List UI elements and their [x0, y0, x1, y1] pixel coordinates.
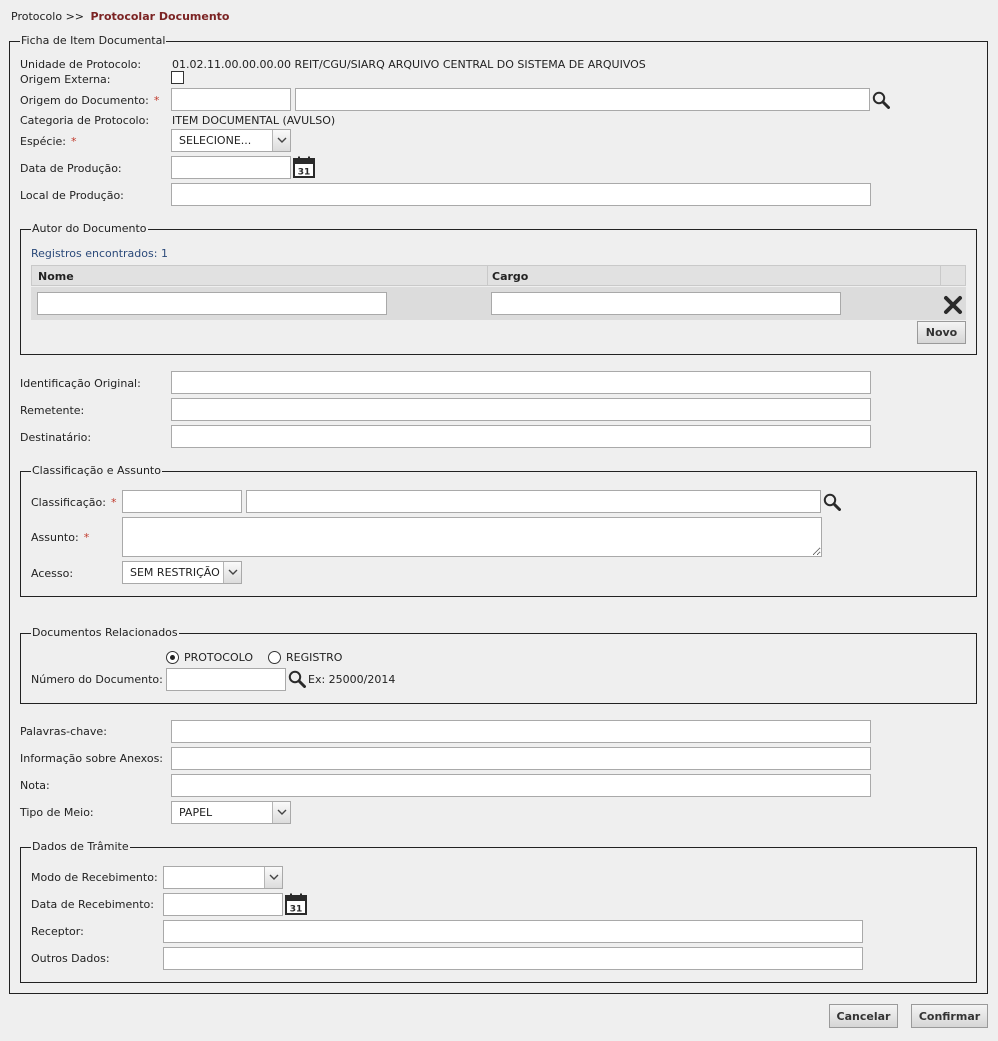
dropdown-arrow-icon	[264, 867, 282, 888]
receptor-input[interactable]	[163, 920, 863, 943]
autor-legend: Autor do Documento	[32, 222, 147, 235]
origem-externa-checkbox[interactable]	[171, 71, 184, 84]
outros-dados-label: Outros Dados:	[31, 952, 110, 965]
breadcrumb	[11, 10, 230, 24]
autor-cargo-input[interactable]	[491, 292, 841, 315]
data-producao-input[interactable]	[171, 156, 291, 179]
radio-protocolo[interactable]	[166, 651, 179, 664]
svg-text:31: 31	[297, 167, 311, 178]
tipo-meio-label: Tipo de Meio:	[20, 806, 94, 819]
local-producao-input[interactable]	[171, 183, 871, 206]
classificacao-legend: Classificação e Assunto	[32, 464, 161, 477]
anexos-label: Informação sobre Anexos:	[20, 752, 164, 765]
origem-documento-name-input[interactable]	[295, 88, 870, 111]
acesso-select-value: SEM RESTRIÇÃO	[130, 566, 220, 579]
novo-autor-button[interactable]: Novo	[917, 321, 966, 344]
dropdown-arrow-icon	[272, 130, 290, 151]
especie-select[interactable]	[171, 129, 291, 152]
breadcrumb-current: Protocolar Documento	[90, 10, 230, 23]
autor-nome-input[interactable]	[37, 292, 387, 315]
remetente-input[interactable]	[171, 398, 871, 421]
remove-x-icon[interactable]	[943, 295, 963, 318]
radio-registro-label: REGISTRO	[286, 651, 343, 664]
classificacao-desc-input[interactable]	[246, 490, 821, 513]
categoria-value: ITEM DOCUMENTAL (AVULSO)	[172, 114, 336, 127]
palavras-chave-label: Palavras-chave:	[20, 725, 107, 738]
col-cargo-header: Cargo	[492, 270, 529, 283]
breadcrumb-root[interactable]: Protocolo	[11, 10, 63, 23]
unidade-label: Unidade de Protocolo:	[20, 58, 142, 71]
receptor-label: Receptor:	[31, 925, 84, 938]
assunto-textarea[interactable]	[122, 517, 822, 557]
origem-documento-label: Origem do Documento: *	[20, 94, 160, 107]
numero-documento-input[interactable]	[166, 668, 286, 691]
data-producao-label: Data de Produção:	[20, 162, 122, 175]
numero-exemplo: Ex: 25000/2014	[308, 673, 396, 686]
origem-externa-label: Origem Externa:	[20, 73, 111, 86]
nota-label: Nota:	[20, 779, 50, 792]
data-recebimento-label: Data de Recebimento:	[31, 898, 154, 911]
remetente-label: Remetente:	[20, 404, 85, 417]
magnifier-icon[interactable]	[872, 91, 890, 112]
origem-documento-code-input[interactable]	[171, 88, 291, 111]
categoria-label: Categoria de Protocolo:	[20, 114, 150, 127]
destinatario-label: Destinatário:	[20, 431, 92, 444]
assunto-label: Assunto: *	[31, 531, 90, 544]
cancel-button[interactable]: Cancelar	[829, 1004, 898, 1028]
anexos-input[interactable]	[171, 747, 871, 770]
modo-recebimento-label: Modo de Recebimento:	[31, 871, 158, 884]
header-divider	[940, 266, 941, 285]
col-nome-header: Nome	[38, 270, 74, 283]
outros-dados-input[interactable]	[163, 947, 863, 970]
registros-count: Registros encontrados: 1	[31, 247, 168, 260]
calendar-icon[interactable]	[293, 156, 315, 181]
calendar-icon[interactable]	[285, 893, 307, 918]
tipo-meio-select-value: PAPEL	[179, 806, 213, 819]
magnifier-icon[interactable]	[823, 493, 841, 514]
tramite-legend: Dados de Trâmite	[32, 840, 129, 853]
classificacao-code-input[interactable]	[122, 490, 242, 513]
breadcrumb-separator: >>	[65, 10, 84, 23]
acesso-label: Acesso:	[31, 567, 74, 580]
autor-grid-header	[31, 265, 966, 286]
unidade-value: 01.02.11.00.00.00.00 REIT/CGU/SIARQ ARQUIVO CENTRAL DO SISTEMA DE ARQUIVOS	[172, 58, 646, 71]
especie-select-value: SELECIONE...	[179, 134, 252, 147]
radio-registro[interactable]	[268, 651, 281, 664]
identificacao-input[interactable]	[171, 371, 871, 394]
header-divider	[487, 266, 488, 285]
numero-documento-label: Número do Documento:	[31, 673, 163, 686]
classificacao-label: Classificação: *	[31, 496, 117, 509]
radio-protocolo-label: PROTOCOLO	[184, 651, 254, 664]
nota-input[interactable]	[171, 774, 871, 797]
relacionados-fieldset	[20, 626, 977, 704]
especie-label: Espécie: *	[20, 135, 77, 148]
ficha-legend: Ficha de Item Documental	[21, 34, 166, 47]
magnifier-icon[interactable]	[288, 670, 306, 691]
dropdown-arrow-icon	[223, 562, 241, 583]
confirm-button[interactable]: Confirmar	[911, 1004, 988, 1028]
tipo-meio-select[interactable]	[171, 801, 291, 824]
local-producao-label: Local de Produção:	[20, 189, 124, 202]
acesso-select[interactable]	[122, 561, 242, 584]
relacionados-legend: Documentos Relacionados	[32, 626, 178, 639]
data-recebimento-input[interactable]	[163, 893, 283, 916]
identificacao-label: Identificação Original:	[20, 377, 141, 390]
palavras-chave-input[interactable]	[171, 720, 871, 743]
svg-text:31: 31	[289, 904, 303, 915]
radio-selected-dot	[170, 655, 175, 660]
modo-recebimento-select[interactable]	[163, 866, 283, 889]
destinatario-input[interactable]	[171, 425, 871, 448]
dropdown-arrow-icon	[272, 802, 290, 823]
